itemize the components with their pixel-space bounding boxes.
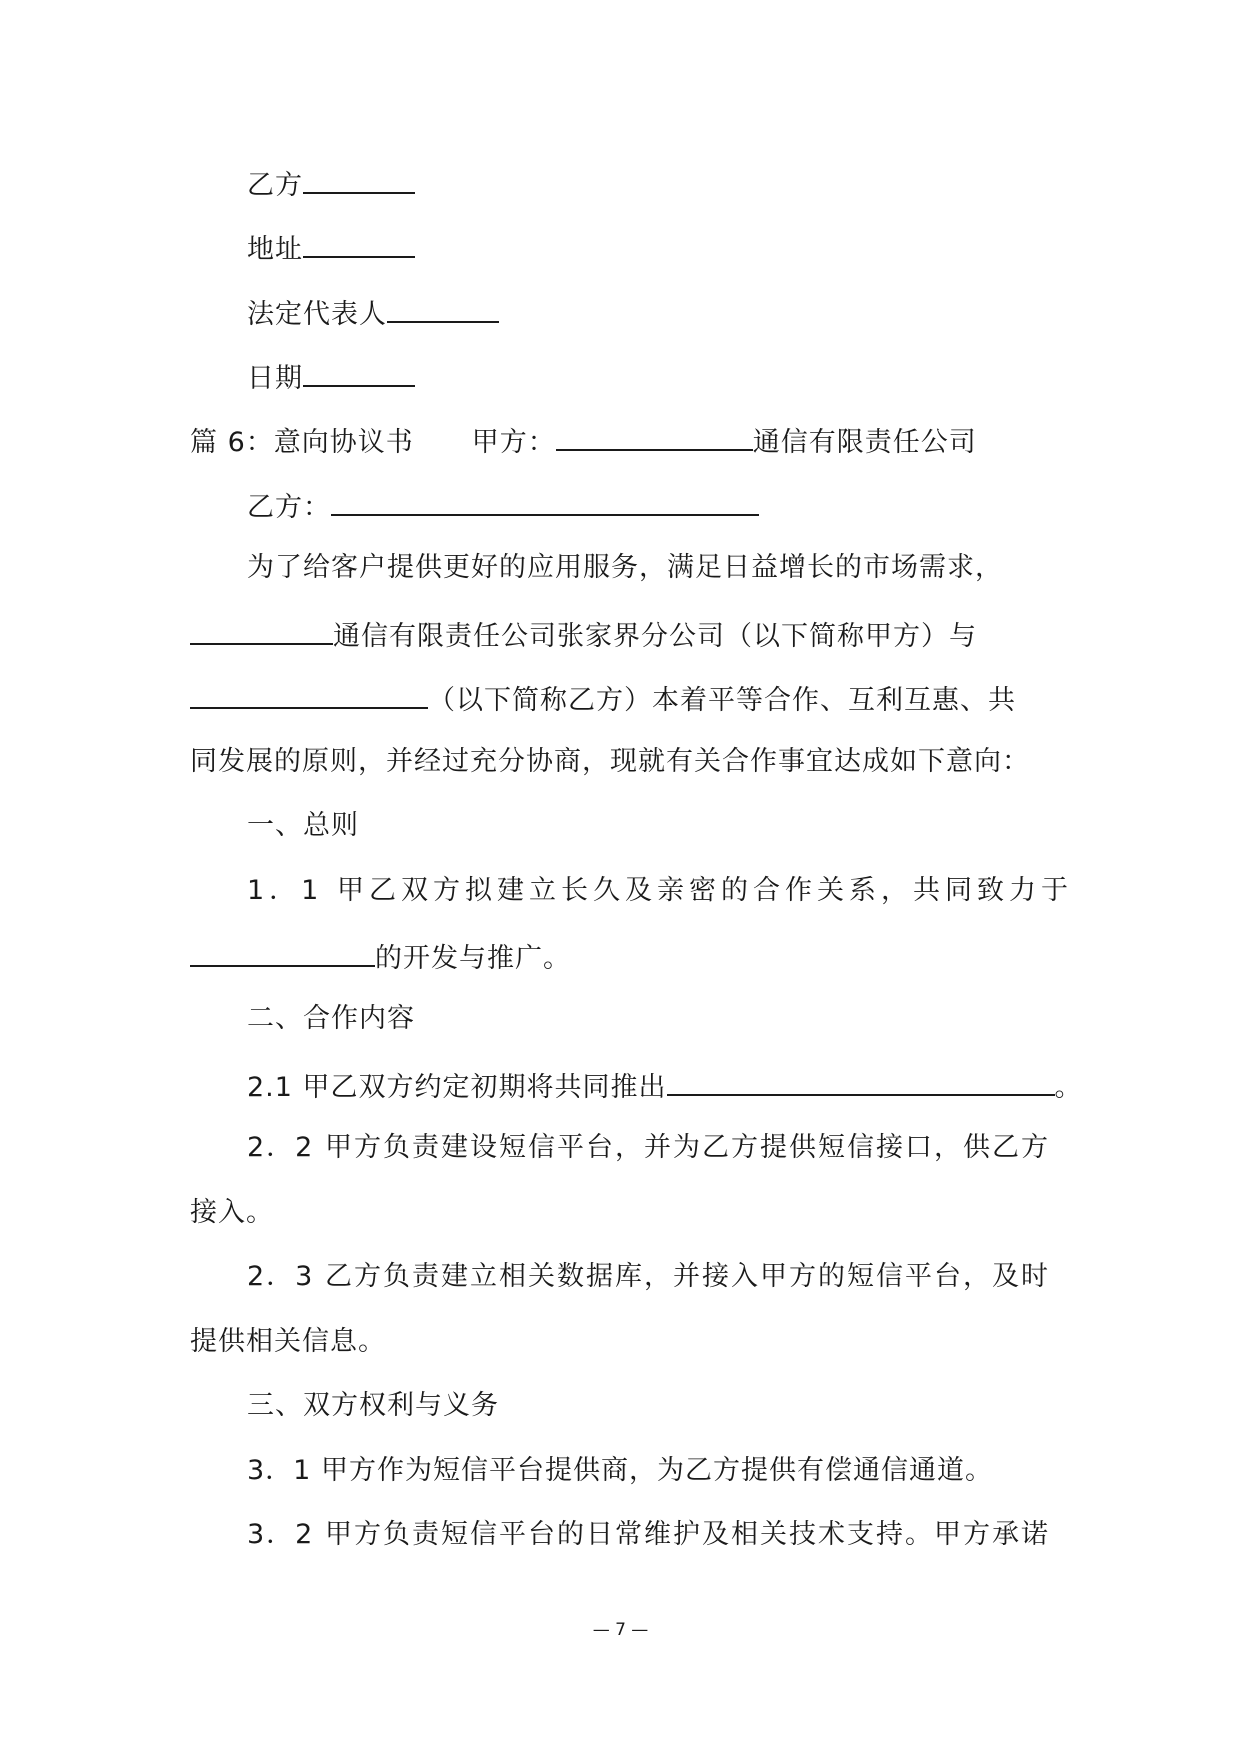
date-label: 日期 bbox=[247, 363, 303, 394]
intro-line-3 bbox=[190, 677, 1016, 721]
item-2-1-period: 。 bbox=[1054, 1072, 1083, 1103]
item-1-1-line-2 bbox=[190, 935, 571, 979]
party-b-name-blank bbox=[331, 484, 759, 516]
intro-line-4: 同发展的原则，并经过充分协商，现就有关合作事宜达成如下意向： bbox=[190, 746, 1030, 777]
address-signature-line bbox=[247, 226, 415, 270]
item-2-1 bbox=[247, 1064, 1083, 1108]
chapter-2-title: 二、合作内容 bbox=[247, 1003, 415, 1034]
product-blank bbox=[190, 935, 375, 967]
section-title: 篇 6：意向协议书 bbox=[190, 427, 414, 458]
chapter-1-title: 一、总则 bbox=[247, 810, 359, 841]
section-heading bbox=[190, 419, 977, 463]
party-b-blank bbox=[303, 162, 415, 194]
legal-rep-blank bbox=[387, 291, 499, 323]
intro-line-1: 为了给客户提供更好的应用服务，满足日益增长的市场需求， bbox=[247, 552, 1003, 583]
item-2-2-line-2: 接入。 bbox=[190, 1197, 274, 1228]
party-b-line bbox=[247, 484, 759, 528]
party-b-prefix: 乙方： bbox=[247, 492, 331, 523]
item-2-3-line-1: 2．3 乙方负责建立相关数据库，并接入甲方的短信平台，及时 bbox=[247, 1261, 1050, 1292]
item-3-2-line-1: 3．2 甲方负责短信平台的日常维护及相关技术支持。甲方承诺 bbox=[247, 1519, 1050, 1550]
company-name-blank bbox=[190, 613, 333, 645]
party-a-blank bbox=[556, 419, 753, 451]
intro-line-2-text: 通信有限责任公司张家界分公司（以下简称甲方）与 bbox=[333, 621, 977, 652]
item-2-1-text: 2.1 甲乙双方约定初期将共同推出 bbox=[247, 1072, 667, 1103]
date-blank bbox=[303, 355, 415, 387]
party-b-company-blank bbox=[190, 677, 428, 709]
address-label: 地址 bbox=[247, 234, 303, 265]
legal-rep-signature-line bbox=[247, 291, 499, 335]
legal-rep-label: 法定代表人 bbox=[247, 299, 387, 330]
item-1-1-line-1: 1．1 甲乙双方拟建立长久及亲密的合作关系，共同致力于 bbox=[247, 875, 1073, 906]
joint-product-blank bbox=[667, 1064, 1055, 1096]
chapter-3-title: 三、双方权利与义务 bbox=[247, 1390, 499, 1421]
item-1-1-line-2-text: 的开发与推广。 bbox=[375, 943, 571, 974]
address-blank bbox=[303, 226, 415, 258]
party-b-signature-line bbox=[247, 162, 415, 206]
item-3-1: 3．1 甲方作为短信平台提供商，为乙方提供有偿通信通道。 bbox=[247, 1455, 993, 1486]
intro-line-2 bbox=[190, 613, 977, 657]
date-signature-line bbox=[247, 355, 415, 399]
intro-line-3-text: （以下简称乙方）本着平等合作、互利互惠、共 bbox=[428, 685, 1016, 716]
page-number: — 7 — bbox=[592, 1620, 649, 1640]
party-a-prefix: 甲方： bbox=[471, 427, 556, 458]
item-2-2-line-1: 2．2 甲方负责建设短信平台，并为乙方提供短信接口，供乙方 bbox=[247, 1132, 1050, 1163]
party-a-suffix: 通信有限责任公司 bbox=[752, 427, 977, 458]
item-2-3-line-2: 提供相关信息。 bbox=[190, 1326, 386, 1357]
party-b-label: 乙方 bbox=[247, 170, 303, 201]
